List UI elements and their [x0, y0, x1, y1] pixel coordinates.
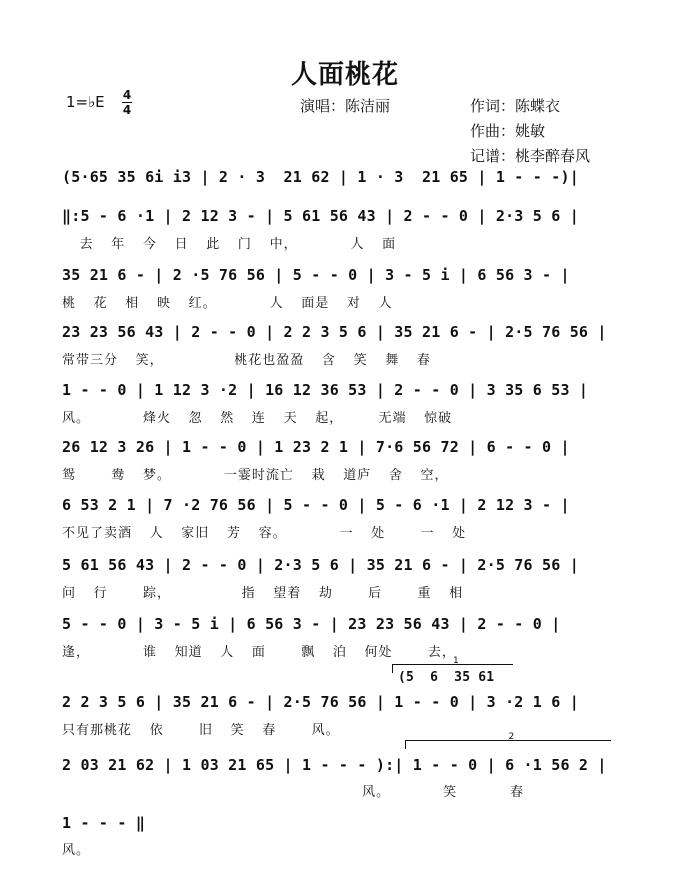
song-title: 人面桃花 — [290, 60, 399, 90]
lyrics-row-9: 逢， 谁 知道 人 面 飘 泊 何处 去， — [62, 645, 456, 660]
lyrics-row-4: 常带三分 笑， 桃花也盈盈 含 笑 舞 春 — [62, 353, 431, 368]
time-denominator: 4 — [122, 103, 132, 117]
lyrics-row-6: 鸳 鸯 梦。 一霎时流亡 栽 道庐 舍 空， — [62, 468, 449, 483]
time-signature — [122, 89, 132, 116]
lyrics-row-3: 桃 花 相 映 红。 人 面是 对 人 — [62, 296, 393, 311]
score-row-8: 5 61 56 43 | 2 - - 0 | 2·3 5 6 | 35 21 6 - | 2·5 76 56 | — [62, 556, 579, 574]
lyrics-row-11: 风。 笑 春 — [62, 785, 525, 800]
score-row-5: 1 - - 0 | 1 12 3 ·2 | 16 12 36 53 | 2 - - 0 | 3 35 6 53 | — [62, 381, 589, 399]
lyrics-row-7: 不见了卖酒 人 家旧 芳 容。 一 处 一 处 — [62, 526, 467, 541]
score-row-6: 26 12 3 26 | 1 - - 0 | 1 23 2 1 | 7·6 56 72 | 6 - - 0 | — [62, 438, 570, 456]
score-row-10: 2 2 3 5 6 | 35 21 6 - | 2·5 76 56 | 1 - - 0 | 3 ·2 1 6 | — [62, 693, 579, 711]
lyrics-row-2: 去 年 今 日 此 门 中， 人 面 — [62, 237, 397, 252]
lyricist-credit: 作词：陈蝶衣 — [470, 97, 561, 115]
volta-pickup-notes: (5 6 35 61 — [398, 670, 495, 685]
transcriber-credit: 记谱：桃李醉春风 — [470, 147, 591, 165]
key-signature: 1=♭E — [66, 93, 105, 111]
score-row-9: 5 - - 0 | 3 - 5 i | 6 56 3 - | 23 23 56 43 | 2 - - 0 | — [62, 615, 561, 633]
score-row-11: 2 03 21 62 | 1 03 21 65 | 1 - - - ):| 1 - - 0 | 6 ·1 56 2 | — [62, 756, 607, 774]
score-row-12: 1 - - - ‖ — [62, 814, 146, 832]
composer-credit: 作曲：姚敏 — [470, 122, 546, 140]
lyrics-row-12: 风。 — [62, 843, 91, 858]
score-row-4: 23 23 56 43 | 2 - - 0 | 2 2 3 5 6 | 35 21 6 - | 2·5 76 56 | — [62, 323, 607, 341]
lyrics-row-10: 只有那桃花 依 旧 笑 春 风。 — [62, 723, 340, 738]
score-row-7: 6 53 2 1 | 7 ·2 76 56 | 5 - - 0 | 5 - 6 ·1 | 2 12 3 - | — [62, 496, 570, 514]
lyrics-row-8: 问 行 踪， 指 望着 劫 后 重 相 — [62, 586, 464, 601]
volta-2-bracket — [405, 732, 611, 749]
score-row-3: 35 21 6 - | 2 ·5 76 56 | 5 - - 0 | 3 - 5 i | 6 56 3 - | — [62, 266, 570, 284]
score-row-2: ‖:5 - 6 ·1 | 2 12 3 - | 5 61 56 43 | 2 - - 0 | 2·3 5 6 | — [62, 207, 579, 225]
time-numerator: 4 — [122, 88, 132, 102]
volta-1-number: 1 — [453, 656, 459, 666]
volta-2-number: 2 — [508, 732, 515, 742]
lyrics-row-5: 风。 烽火 忽 然 连 天 起， 无端 惊破 — [62, 411, 453, 426]
score-row-1: (5·65 35 6i i3 | 2 · 3 21 62 | 1 · 3 21 65 | 1 - - -)| — [62, 168, 579, 186]
singer-credit: 演唱：陈洁丽 — [300, 97, 391, 115]
